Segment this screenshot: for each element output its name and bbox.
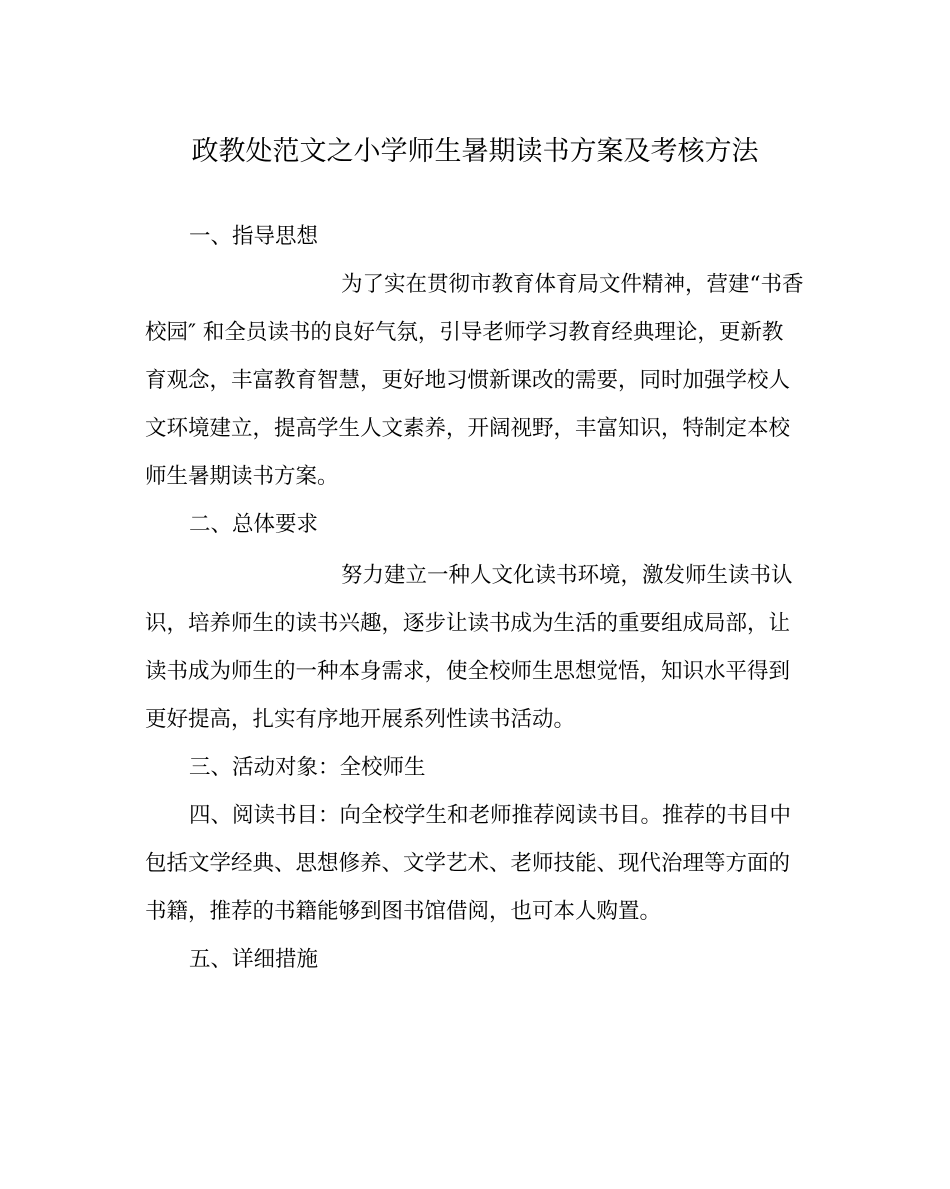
paragraph-line: 师生暑期读书方案。 [145, 464, 339, 489]
section-heading-detailed-measures: 五、详细措施 [189, 947, 319, 972]
paragraph-line-reading-list: 四、阅读书目：向全校学生和老师推荐阅读书目。推荐的书目中 [189, 803, 792, 828]
section-heading-activity-targets: 三、活动对象：全校师生 [189, 755, 426, 780]
paragraph-line: 更好提高，扎实有序地开展系列性读书活动。 [145, 707, 576, 732]
document-title: 政教处范文之小学师生暑期读书方案及考核方法 [191, 136, 759, 167]
paragraph-line: 努力建立一种人文化读书环境，激发师生读书认 [341, 563, 793, 588]
paragraph-line: 文环境建立，提高学生人文素养，开阔视野，丰富知识，特制定本校 [145, 416, 791, 441]
section-heading-guiding-ideology: 一、指导思想 [189, 224, 319, 249]
paragraph-line: 读书成为师生的一种本身需求，使全校师生思想觉悟，知识水平得到 [145, 659, 791, 684]
paragraph-line: 育观念，丰富教育智慧，更好地习惯新课改的需要，同时加强学校人 [145, 368, 791, 393]
paragraph-line: 为了实在贯彻市教育体育局文件精神，营建“书香 [341, 272, 804, 297]
paragraph-line: 识，培养师生的读书兴趣，逐步让读书成为生活的重要组成局部，让 [145, 611, 791, 636]
section-heading-overall-requirements: 二、总体要求 [189, 512, 319, 537]
paragraph-line: 书籍，推荐的书籍能够到图书馆借阅，也可本人购置。 [145, 899, 662, 924]
paragraph-line: 校园″ 和全员读书的良好气氛，引导老师学习教育经典理论，更新教 [145, 320, 784, 345]
paragraph-line: 包括文学经典、思想修养、文学艺术、老师技能、现代治理等方面的 [145, 851, 791, 876]
